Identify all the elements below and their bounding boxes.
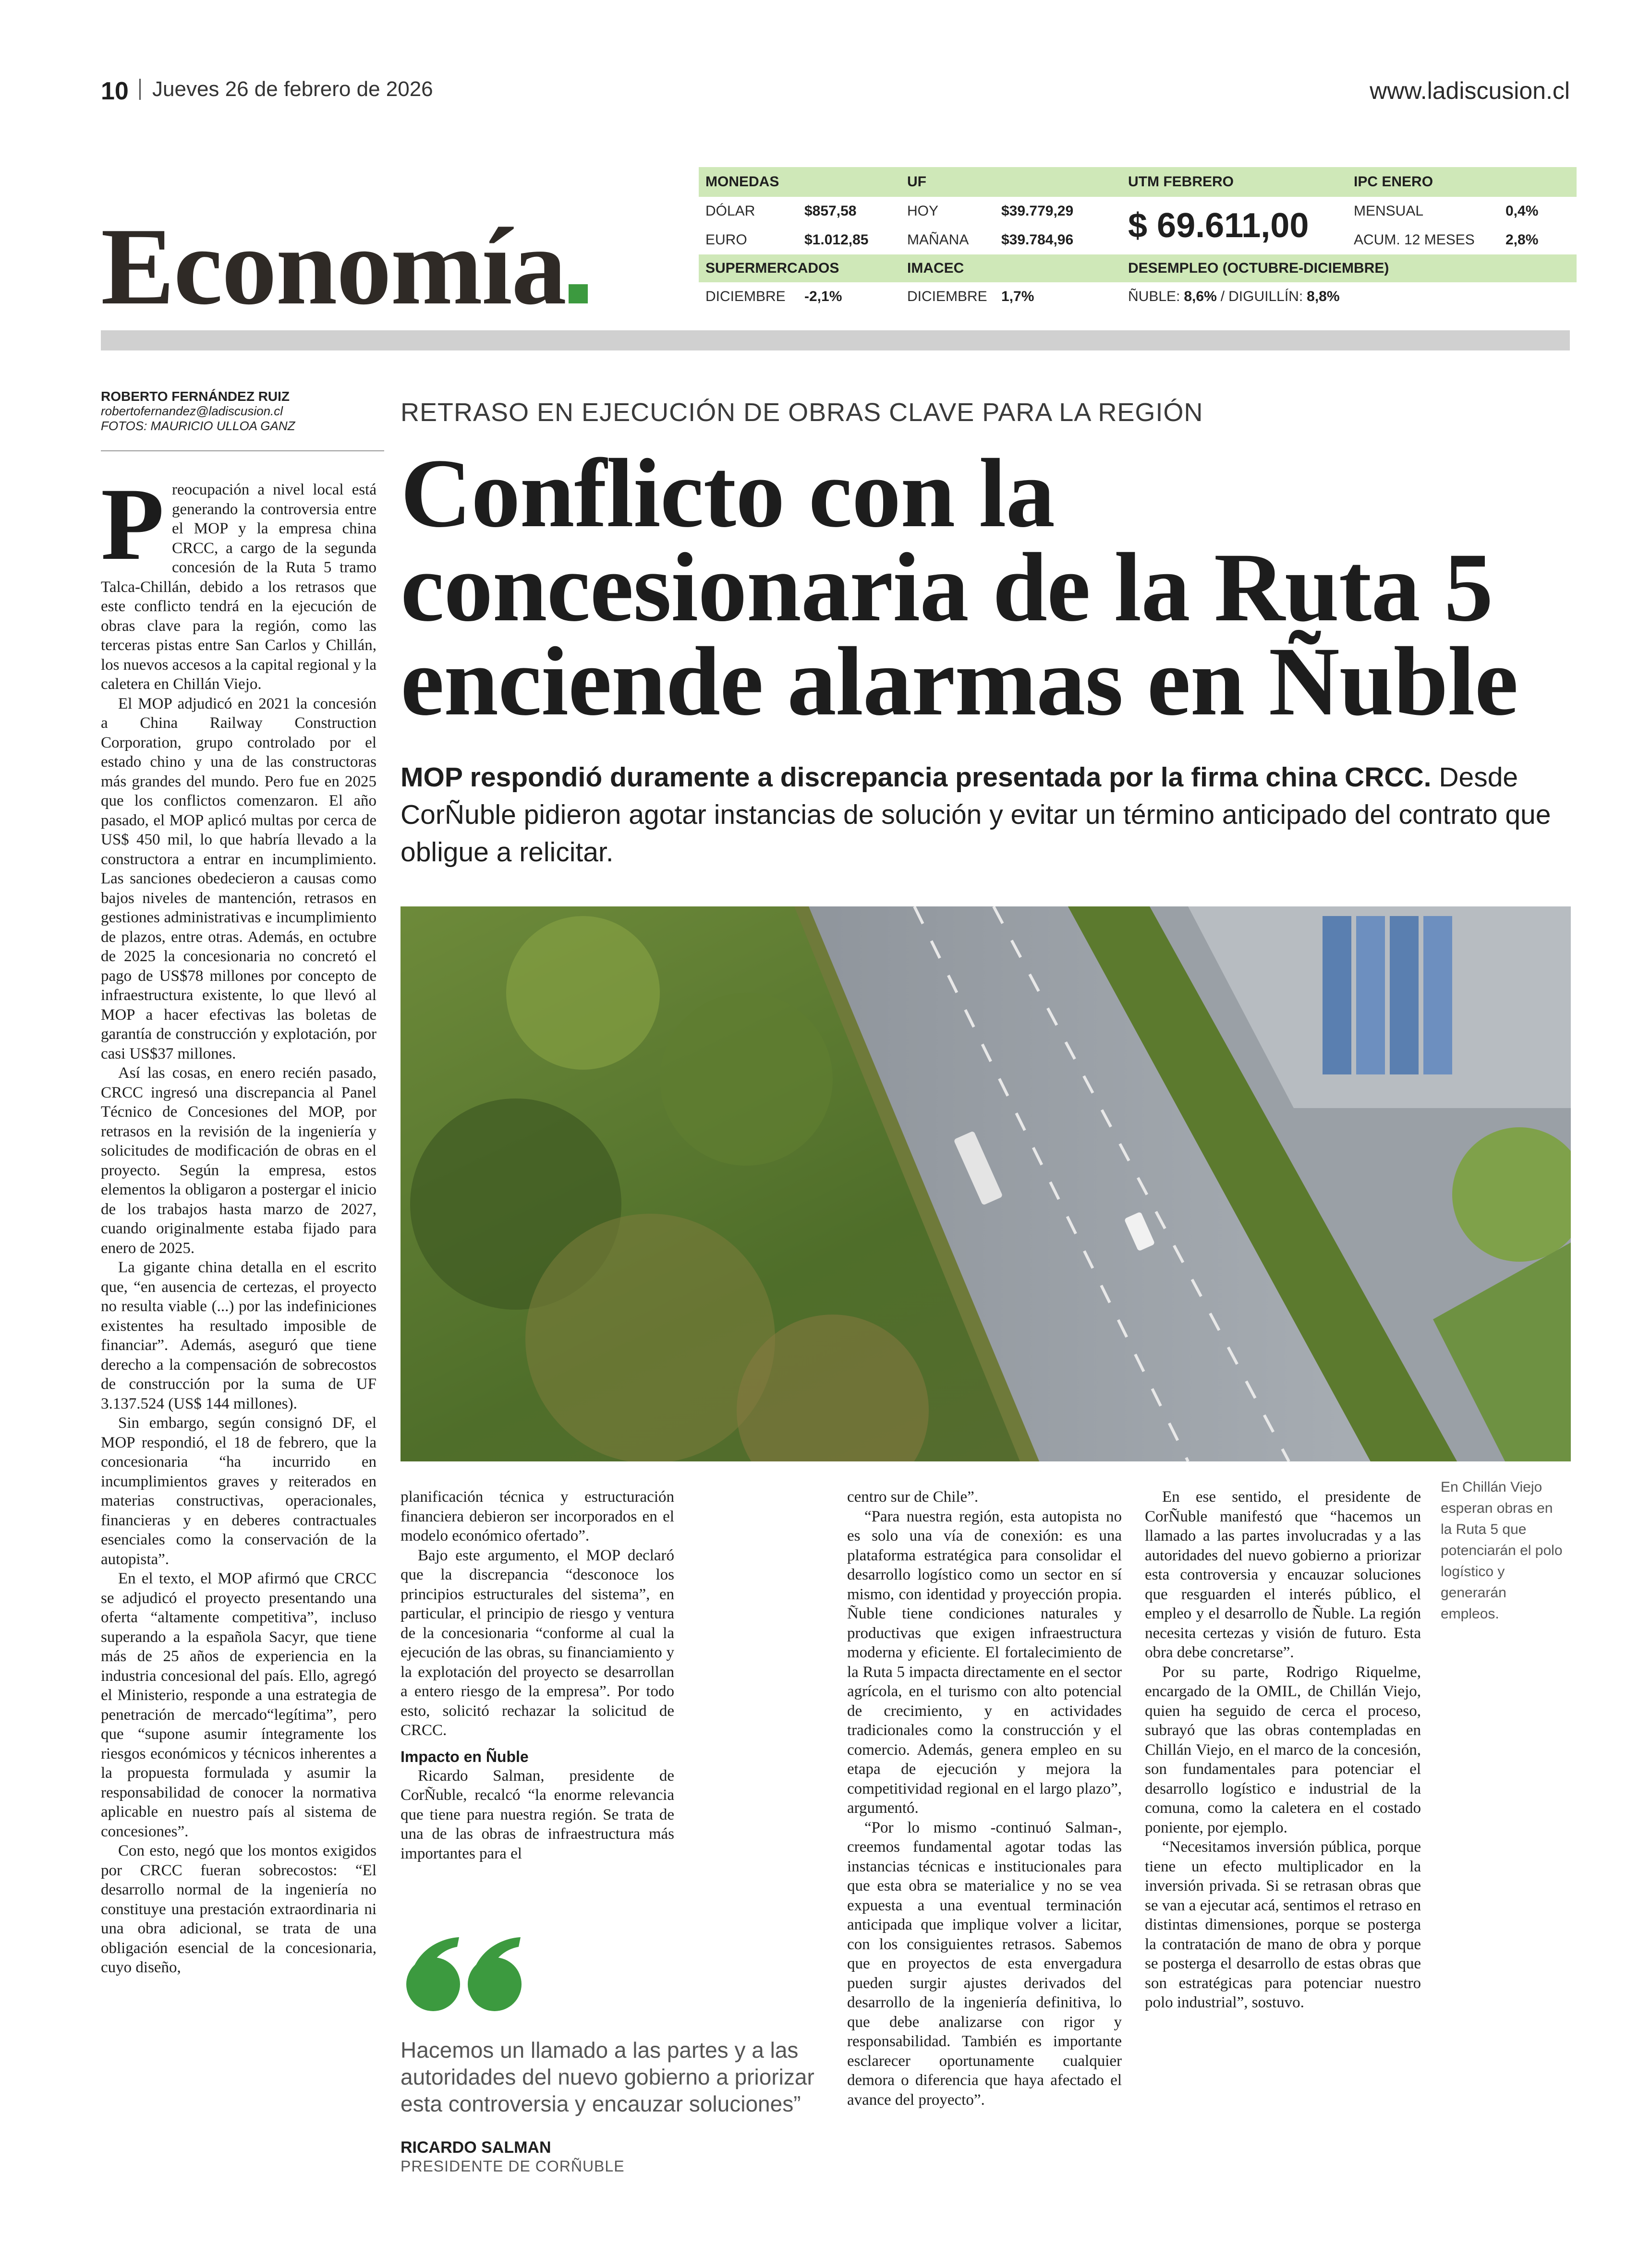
- byline: [101, 389, 384, 434]
- kicker: RETRASO EN EJECUCIÓN DE OBRAS CLAVE PARA LA REGIÓN: [401, 398, 1203, 427]
- photo-credit: FOTOS: MAURICIO ULLOA GANZ: [101, 419, 295, 433]
- section-title-text: Economía: [101, 205, 566, 327]
- col3-paragraph-3: “Por lo mismo -continuó Salman-, creemos fundamental agotar todas las instancias técnicas e institucionales para que esta obra se materialice y no se vea expuesta a una eventual terminación anticipada que implique volver a licitar, con los consiguientes retrasos. Sabemos que en proyectos de esta envergadura pueden surgir ajustes derivados del desarrollo de la ingeniería definitiva, lo que debe analizarse con rigor y responsabilidad. También es importante esclarecer oportunamente cualquier demora o diferencia que haya afectado el avance del proyecto”.: [847, 1819, 1122, 2109]
- col4-paragraph-3: “Necesitamos inversión pública, porque tiene un efecto multiplicador en la inversión privada. Si se retrasan obras que se van a ejecutar acá, sentimos el retraso en distintas dimensiones, porque se posterga la contratación de mano de obra y porque se posterga el desarrollo de estas obras que son estratégicas para potenciar nuestro polo industrial”, sostuvo.: [1145, 1838, 1421, 2011]
- col2-paragraph-3: Ricardo Salman, presidente de CorÑuble, recalcó “la enorme relevancia que tiene para nuestra región. Se trata de una de las obras de infraestructura más importantes para el: [401, 1767, 674, 1862]
- aerial-photo: [401, 906, 1571, 1461]
- utm-value: $ 69.611,00: [1128, 206, 1309, 245]
- col1-paragraph-3: Así las cosas, en enero recién pasado, CRCC ingresó una discrepancia al Panel Técnico de Concesiones del MOP, por retrasos en la revisión de la ingeniería y solicitudes de modificación de obras en el proyecto. Según la empresa, estos elementos la obligaron a postergar el inicio de los trabajos hasta marzo de 2027, cuando originalmente estaba fijado para enero de 2025.: [101, 1064, 376, 1257]
- section-title: [101, 205, 588, 327]
- article-column-2: [401, 1487, 674, 1863]
- article-column-1: [101, 467, 376, 1978]
- dolar-label: DÓLAR: [705, 203, 755, 219]
- ipc-acum-value: 2,8%: [1505, 232, 1539, 248]
- monedas-title: MONEDAS: [705, 174, 779, 190]
- pull-quote-author: RICARDO SALMAN: [401, 2138, 551, 2157]
- col2-paragraph-2: Bajo este argumento, el MOP declaró que la discrepancia “desconoce los principios estructurales del sistema”, en particular, el principio de riesgo y ventura de la concesionaria “conforme al cual la ejecución de las obras, su financiamiento y la explotación del proyecto se desarrollan a entero riesgo de la empresa”. Por todo esto, solicitó rechazar la solicitud de CRCC.: [401, 1546, 674, 1739]
- drop-cap: P: [101, 467, 164, 581]
- dolar-value: $857,58: [804, 203, 857, 219]
- desempleo-separator: /: [1220, 289, 1225, 304]
- desempleo-title: DESEMPLEO (OCTUBRE-DICIEMBRE): [1128, 260, 1389, 276]
- uf-manana-label: MAÑANA: [907, 232, 969, 248]
- ipc-mensual-value: 0,4%: [1505, 203, 1539, 219]
- uf-manana-value: $39.784,96: [1001, 232, 1074, 248]
- ipc-title: IPC ENERO: [1354, 174, 1433, 190]
- page-number: 10: [101, 77, 129, 105]
- desempleo-diguillin-value: 8,8%: [1307, 289, 1340, 304]
- imacec-label: DICIEMBRE: [907, 289, 987, 304]
- headline: [401, 439, 1572, 736]
- imacec-title: IMACEC: [907, 260, 964, 276]
- headline-line-1: Conflicto con la: [401, 439, 1055, 548]
- deck-rest: Desde CorÑuble pidieron agotar instancias de solución y evitar un término anticipado del contrato que obligue a relicitar.: [401, 762, 1551, 868]
- imacec-value: 1,7%: [1001, 289, 1034, 304]
- uf-title: UF: [907, 174, 926, 190]
- quote-mark-icon: [401, 1932, 526, 2016]
- uf-hoy-label: HOY: [907, 203, 939, 219]
- euro-label: EURO: [705, 232, 747, 248]
- ipc-acum-label: ACUM. 12 MESES: [1354, 232, 1475, 248]
- article-column-4: [1145, 1487, 1421, 2013]
- indicators-table: [699, 167, 1570, 311]
- col4-paragraph-1: En ese sentido, el presidente de CorÑuble manifestó que “hacemos un llamado a las partes involucradas y a las autoridades del nuevo gobierno a priorizar esta controversia y encauzar soluciones que resguarden el interés público, el empleo y el desarrollo de Ñuble. La región necesita certezas y visión de futuro. Esta obra debe concretarse”.: [1145, 1488, 1421, 1661]
- header-divider: [101, 330, 1570, 350]
- supermercados-value: -2,1%: [804, 289, 842, 304]
- photo-caption: En Chillán Viejo esperan obras en la Ruta 5 que potenciarán el polo logístico y generarán empleos.: [1441, 1479, 1563, 1622]
- col3-paragraph-2: “Para nuestra región, esta autopista no es solo una vía de conexión: es una plataforma estratégica para consolidar el desarrollo logístico como un sector en sí mismo, con identidad y proyección propia. Ñuble tiene condiciones naturales y productivas que exigen infraestructura moderna y eficiente. El fortalecimiento de la Ruta 5 impacta directamente en el sector agrícola, en el turismo con alto potencial de crecimiento, y en actividades tradicionales como la construcción y el comercio. Además, genera empleo en su etapa de ejecución y mejora la competitividad regional en el largo plazo”, argumentó.: [847, 1508, 1122, 1817]
- article-column-3: [847, 1487, 1122, 2110]
- col2-paragraph-1: planificación técnica y estructuración financiera debieron ser incorporados en el modelo económico ofertado”.: [401, 1488, 674, 1544]
- headline-line-3: enciende alarmas en Ñuble: [401, 627, 1518, 736]
- issue-date: Jueves 26 de febrero de 2026: [139, 79, 433, 100]
- col1-paragraph-7: Con esto, negó que los montos exigidos por CRCC fueran sobrecostos: “El desarrollo normal de la ingeniería no constituye una prestación extraordinaria ni una obra adicional, se trata de una obligación esencial de la concesionaria, cuyo diseño,: [101, 1842, 376, 1976]
- col1-paragraph-6: En el texto, el MOP afirmó que CRCC se adjudicó el proyecto presentando una oferta “altamente competitiva”, incluso superando a la española Sacyr, que tiene más de 25 años de experiencia en la industria concesional del país. Ello, agregó el Ministerio, responde a una estrategia de penetración de mercado“legítima”, pero que “supone asumir íntegramente los riesgos económicos y técnicos inherentes a la propuesta formulada y asumir la responsabilidad de conocer la normativa aplicable en nuestro país al sistema de concesiones”.: [101, 1570, 376, 1840]
- desempleo-row: [1121, 282, 1340, 311]
- supermercados-title: SUPERMERCADOS: [705, 260, 839, 276]
- col1-paragraph-5: Sin embargo, según consignó DF, el MOP respondió, el 18 de febrero, que la concesionaria “ha incurrido en incumplimientos graves y reiterados en materias constructivas, operacionales, financieras y en deberes contractuales esenciales como la conservación de la autopista”.: [101, 1414, 376, 1568]
- col1-paragraph-2: El MOP adjudicó en 2021 la concesión a China Railway Construction Corporation, grupo controlado por el estado chino y una de las constructoras más grandes del mundo. Pero fue en 2025 que los conflictos comenzaron. El año pasado, el MOP aplicó multas por cerca de US$ 450 mil, lo que habría llevado a la constructora a entrar en incumplimiento. Las sanciones obedecieron a causas como bajos niveles de mantención, retrasos en gestiones administrativas e incumplimiento de plazos, entre otras. Además, en octubre de 2025 la concesionaria no concretó el pago de US$78 millones por concepto de infraestructura existente, lo que llevó al MOP a hacer efectivas las boletas de garantía de construcción y explotación, por casi US$37 millones.: [101, 695, 376, 1062]
- desempleo-nuble-value: 8,6%: [1184, 289, 1217, 304]
- supermercados-label: DICIEMBRE: [705, 289, 786, 304]
- author-name: ROBERTO FERNÁNDEZ RUIZ: [101, 389, 290, 404]
- author-email[interactable]: robertofernandez@ladiscusion.cl: [101, 404, 283, 418]
- headline-line-2: concesionaria de la Ruta 5: [401, 533, 1493, 642]
- uf-hoy-value: $39.779,29: [1001, 203, 1074, 219]
- desempleo-nuble-label: ÑUBLE:: [1128, 289, 1180, 304]
- deck-bold: MOP respondió duramente a discrepancia presentada por la firma china CRCC.: [401, 762, 1432, 793]
- col4-paragraph-2: Por su parte, Rodrigo Riquelme, encargado de la OMIL, de Chillán Viejo, quien ha seguido de cerca el proceso, subrayó que las obras contempladas en Chillán Viejo, en el marco de la concesión, son fundamentales para potenciar el desarrollo logístico e industrial de la comuna, como la caletera en el costado poniente, por ejemplo.: [1145, 1663, 1421, 1836]
- col1-paragraph-4: La gigante china detalla en el escrito que, “en ausencia de certezas, el proyecto no resulta viable (...) por las indefiniciones existentes ha resultado imposible de financiar”. Además, aseguró que tiene derecho a la compensación de sobrecostos de construcción por la suma de UF 3.137.524 (US$ 144 millones).: [101, 1259, 376, 1412]
- ipc-mensual-label: MENSUAL: [1354, 203, 1424, 219]
- pull-quote-role: PRESIDENTE DE CORÑUBLE: [401, 2158, 625, 2175]
- euro-value: $1.012,85: [804, 232, 869, 248]
- col1-paragraph-1: reocupación a nivel local está generando la controversia entre el MOP y la empresa china CRCC, a cargo de la segunda concesión de la Ruta 5 tramo Talca-Chillán, debido a los retrasos que este conflicto tendrá en la ejecución de obras clave para la región, como las terceras pistas entre San Carlos y Chillán, los nuevos accesos a la capital regional y la caletera en Chillán Viejo.: [101, 481, 376, 693]
- section-dot-icon: [569, 284, 588, 303]
- pull-quote: Hacemos un llamado a las partes y a las autoridades del nuevo gobierno a priorizar esta controversia y encauzar soluciones”: [401, 2038, 814, 2116]
- utm-title: UTM FEBRERO: [1128, 174, 1234, 190]
- desempleo-diguillin-label: DIGUILLÍN:: [1228, 289, 1303, 304]
- col3-paragraph-1: centro sur de Chile”.: [847, 1488, 979, 1506]
- site-url[interactable]: www.ladiscusion.cl: [1370, 77, 1570, 104]
- subhead-impacto: Impacto en Ñuble: [401, 1748, 529, 1765]
- byline-divider: [101, 450, 384, 451]
- deck: [401, 759, 1572, 871]
